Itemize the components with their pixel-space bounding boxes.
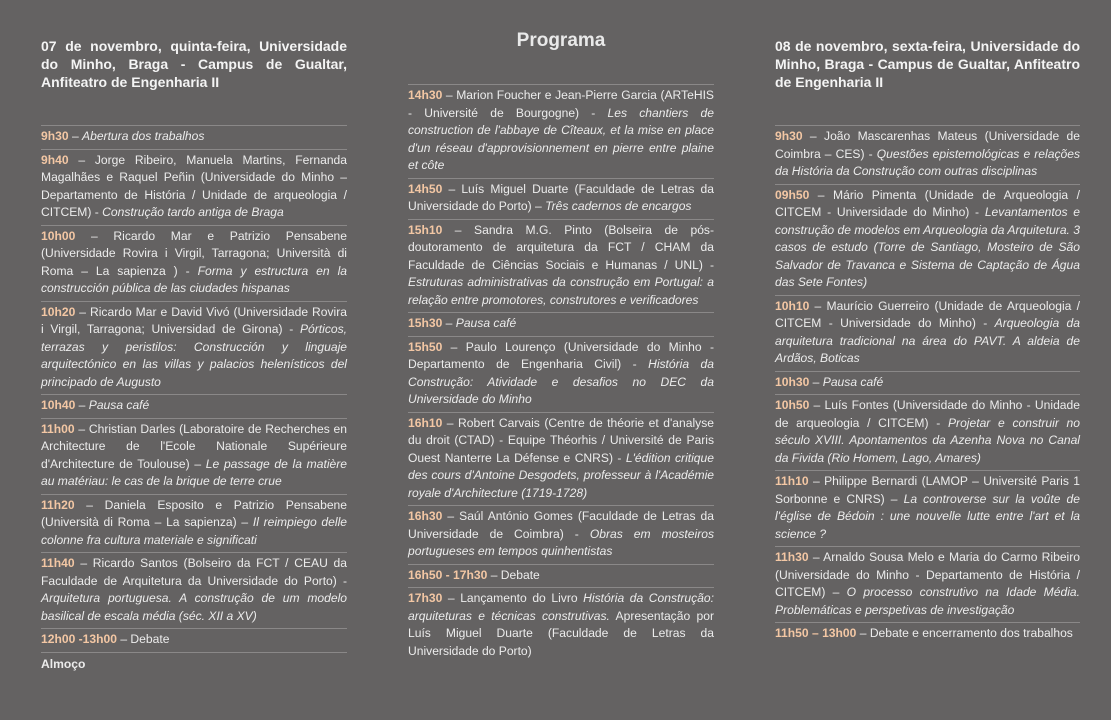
program-entry: 14h30 – Marion Foucher e Jean-Pierre Garcia (ARTeHIS - Université de Bourgogne) - Les chantiers de construction de l'abbaye de Cîteaux, et la mise en place d'un réseau d'approvisionnement en pierre entre plaine et côte — [408, 84, 714, 178]
program-title: Programa — [516, 30, 606, 51]
program-entry: 10h00 – Ricardo Mar e Patrizio Pensabene (Universidade Rovira i Virgil, Tarragona; Università di Roma – La sapienza ) - Forma y estructura en la construcción pública de las ciudades hispanas — [41, 225, 347, 301]
column-day2 — [775, 0, 1080, 646]
day3-entries — [775, 125, 1080, 646]
program-entry: 11h00 – Christian Darles (Laboratoire de Recherches en Architecture de l'Ecole Nationale Supérieure d'Architecture de Toulouse) – Le passage de la matière au matériau: le cas de la brique de terre crue — [41, 418, 347, 494]
column-day1-afternoon — [408, 0, 714, 663]
program-entry: 14h50 – Luís Miguel Duarte (Faculdade de Letras da Universidade do Porto) – Três cadernos de encargos — [408, 178, 714, 219]
program-entry: 11h20 – Daniela Esposito e Patrizio Pensabene (Università di Roma – La sapienza) – Il reimpiego delle colonne fra cultura materiale e significati — [41, 494, 347, 553]
program-entry: 16h50 - 17h30 – Debate — [408, 564, 714, 588]
program-entry: 10h30 – Pausa café — [775, 371, 1080, 395]
program-entry: 15h50 – Paulo Lourenço (Universidade do Minho - Departamento de Engenharia Civil) - História da Construção: Atividade e desafios no DEC da Universidade do Minho — [408, 336, 714, 412]
day2-entries — [408, 84, 714, 663]
day1-header: 07 de novembro, quinta-feira, Universidade do Minho, Braga - Campus de Gualtar, Anfiteatro de Engenharia II — [41, 38, 347, 90]
program-entry: 11h50 – 13h00 – Debate e encerramento dos trabalhos — [775, 622, 1080, 646]
program-entry: 15h30 – Pausa café — [408, 312, 714, 336]
program-entry: 10h20 – Ricardo Mar e David Vivó (Universidade Rovira i Virgil, Tarragona; Universidad de Girona) - Pórticos, terrazas y peristilos: Construcción y linguaje arquitectónico en las villas y palacios helenísticos del principado de Augusto — [41, 301, 347, 395]
column-day1 — [41, 0, 347, 676]
program-entry: 11h30 – Arnaldo Sousa Melo e Maria do Carmo Ribeiro (Universidade do Minho - Departamento de História / CITCEM) – O processo construtivo na Idade Média. Problemáticas e perspetivas de investigação — [775, 546, 1080, 622]
program-entry: 09h50 – Mário Pimenta (Unidade de Arqueologia / CITCEM - Universidade do Minho) - Levantamentos e construção de modelos em Arqueologia da Arquitetura. 3 casos de estudo (Torre de Santiago, Mosteiro de São Salvador de Travanca e Sistema de Captação de Água das Sete Fontes) — [775, 184, 1080, 295]
program-entry: 11h40 – Ricardo Santos (Bolseiro da FCT / CEAU da Faculdade de Arquitetura da Universidade do Porto) - Arquitetura portuguesa. A construção de um modelo basilical de escala média (séc. XII a XV) — [41, 552, 347, 628]
day1-entries — [41, 125, 347, 676]
lunch-label: Almoço — [41, 652, 347, 677]
program-entry: 12h00 -13h00 – Debate — [41, 628, 347, 652]
program-entry: 10h50 – Luís Fontes (Universidade do Minho - Unidade de arqueologia / CITCEM) - Projetar e construir no século XVIII. Apontamentos da Azenha Nova no Canal da Fivida (Rio Homem, Lago, Amares) — [775, 394, 1080, 470]
program-entry: 9h30 – João Mascarenhas Mateus (Universidade de Coimbra – CES) - Questões epistemológicas e relações da História da Construção com outras disciplinas — [775, 125, 1080, 184]
program-entry: 17h30 – Lançamento do Livro História da Construção: arquiteturas e técnicas construtivas. Apresentação por Luís Miguel Duarte (Faculdade de Letras da Universidade do Porto) — [408, 587, 714, 663]
program-entry: 9h30 – Abertura dos trabalhos — [41, 125, 347, 149]
program-entry: 16h10 – Robert Carvais (Centre de théorie et d'analyse du droit (CTAD) - Equipe Théorhis / Université de Paris Ouest Nanterre La Défense e CNRS) - L'édition critique des cours d'Antoine Desgodets, professeur à l'Académie royale d'Architecture (1719-1728) — [408, 412, 714, 506]
program-entry: 10h10 – Maurício Guerreiro (Unidade de Arqueologia / CITCEM - Universidade do Minho) - Arqueologia da arquitetura tradicional na área do PAVT. A aldeia de Ardãos, Boticas — [775, 295, 1080, 371]
program-entry: 15h10 – Sandra M.G. Pinto (Bolseira de pós-doutoramento de arquitetura da FCT / CHAM da Faculdade de Ciências Sociais e Humanas / UNL) - Estruturas administrativas da construção em Portugal: a relação entre promotores, construtores e verificadores — [408, 219, 714, 313]
day3-header: 08 de novembro, sexta-feira, Universidade do Minho, Braga - Campus de Gualtar, Anfiteatro de Engenharia II — [775, 38, 1080, 90]
program-entry: 10h40 – Pausa café — [41, 394, 347, 418]
program-entry: 11h10 – Philippe Bernardi (LAMOP – Université Paris 1 Sorbonne e CNRS) – La controverse sur la voûte de l'église de Bédoin : une nouvelle lutte entre l'art et la science ? — [775, 470, 1080, 546]
program-entry: 16h30 – Saúl António Gomes (Faculdade de Letras da Universidade de Coimbra) - Obras em mosteiros portugueses em tempos quinhentistas — [408, 505, 714, 564]
program-entry: 9h40 – Jorge Ribeiro, Manuela Martins, Fernanda Magalhães e Raquel Peñin (Universidade do Minho – Departamento de História / Unidade de arqueologia / CITCEM) - Construção tardo antiga de Braga — [41, 149, 347, 225]
